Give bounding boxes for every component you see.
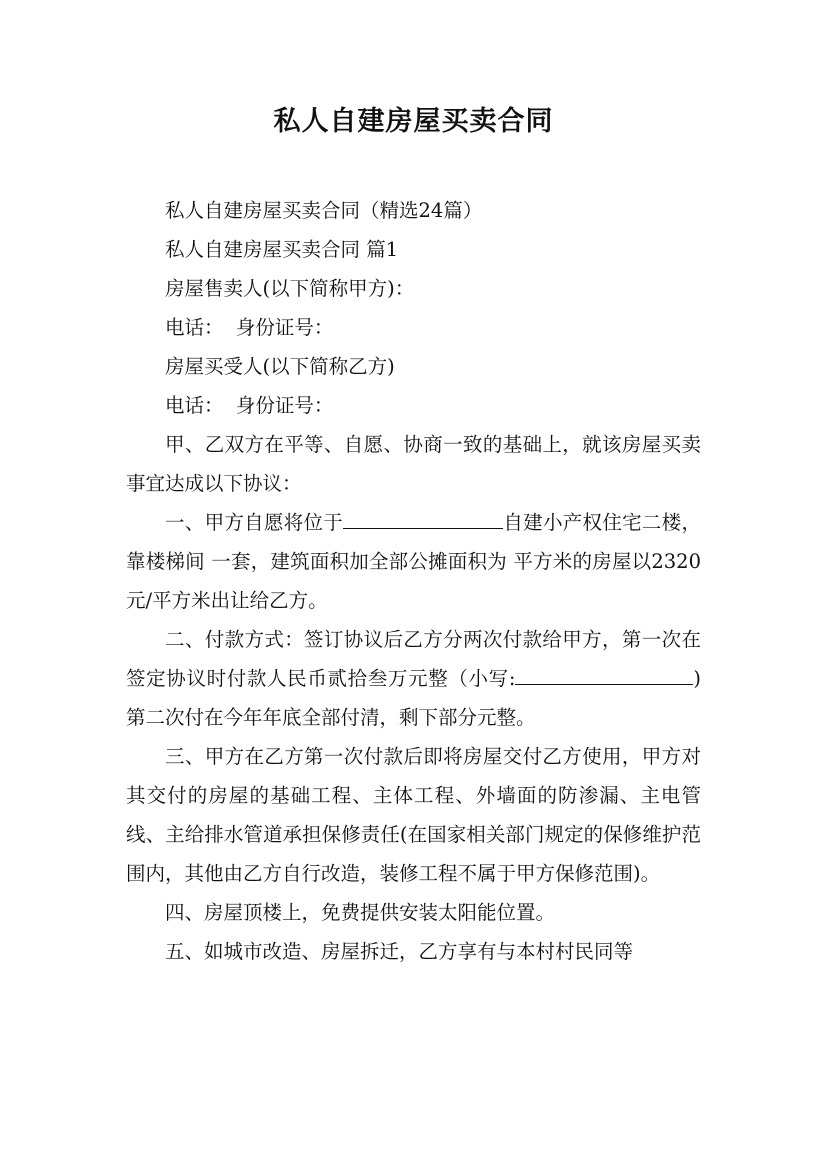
buyer-contact-line: 电话： 身份证号： [165,394,334,417]
location-blank [343,507,503,529]
buyer-line: 房屋买受人(以下简称乙方) [165,355,395,378]
seller-contact-line: 电话： 身份证号： [165,316,334,339]
section-heading: 私人自建房屋买卖合同 篇1 [165,238,399,261]
subtitle-line: 私人自建房屋买卖合同（精选24篇） [165,199,483,222]
document-body [126,191,701,971]
clause-4-paragraph: 四、房屋顶楼上，免费提供安装太阳能位置。 [165,901,556,924]
clause-3-paragraph: 三、甲方在乙方第一次付款后即将房屋交付乙方使用，甲方对其交付的房屋的基础工程、主体工程、外墙面的防渗漏、主电管线、主给排水管道承担保修责任(在国家相关部门规定的保修维护范围内，其他由乙方自行改造，装修工程不属于甲方保修范围)。 [126,745,701,885]
clause-2-text-end: )第二次付在今年年底全部付清，剩下部分元整。 [126,667,701,729]
document-title: 私人自建房屋买卖合同 [273,106,554,137]
intro-paragraph: 甲、乙双方在平等、自愿、协商一致的基础上，就该房屋买卖事宜达成以下协议： [126,433,701,495]
amount-blank [515,663,693,685]
clause-2-text-start: 二、付款方式：签订协议后乙方分两次付款给甲方，第一次在签定协议时付款人民币贰拾叁万元整（小写: [126,628,701,690]
seller-line: 房屋售卖人(以下简称甲方)： [165,277,415,300]
clause-5-paragraph: 五、如城市改造、房屋拆迁，乙方享有与本村村民同等 [165,940,634,963]
clause-1-text-start: 一、甲方自愿将位于 [165,511,344,534]
clause-2-paragraph [126,620,701,737]
clause-1-text-end: 自建小产权住宅二楼，靠楼梯间 一套，建筑面积加全部公摊面积为 平方米的房屋以2320元/平方米出让给乙方。 [126,511,701,612]
clause-1-paragraph [126,503,701,620]
